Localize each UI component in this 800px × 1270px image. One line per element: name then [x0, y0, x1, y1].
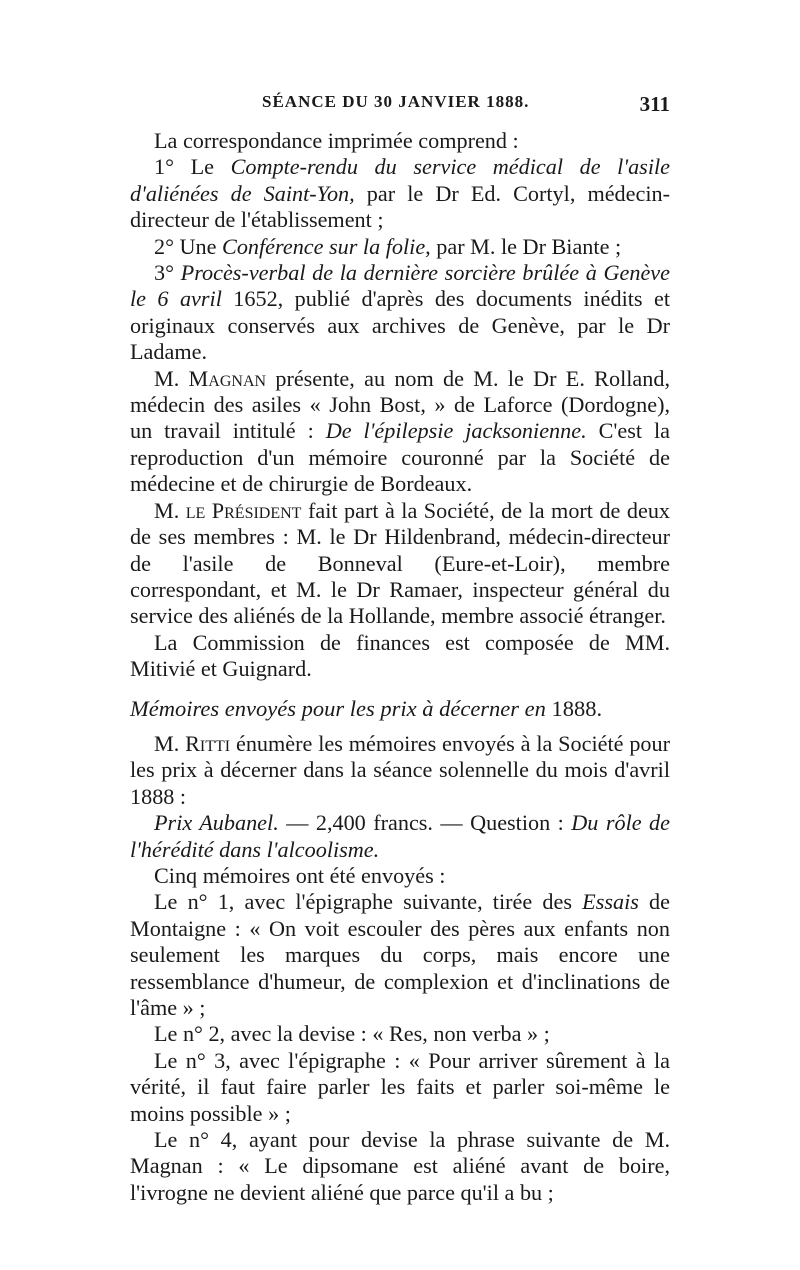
running-head: SÉANCE DU 30 JANVIER 1888.	[262, 92, 530, 111]
magnan-text-1: présente, au nom de M. le Dr E. Rolland, médecin des asiles « John Bost, » de Laforce (Dordogne), un travail intitulé :	[130, 365, 670, 444]
magnan-text-2: C'est la reproduction d'un mémoire couronné par la Société de médecine et de chirurgie de Bordeaux.	[130, 418, 670, 497]
president-name: M. le Président	[154, 497, 302, 523]
prize-question: Du rôle de l'hérédité dans l'alcoolisme.	[130, 810, 670, 862]
item-3-suffix: 1652, publié d'après des documents inédits et originaux conservés aux archives de Genève, par le Dr Ladame.	[130, 286, 670, 365]
paragraph-magnan	[130, 366, 670, 498]
memoir-1-suffix: de Montaigne : « On voit escouler des pères aux enfants non seulement les marques du corps, mais encore une ressemblance d'humeur, de complexion et d'inclinations de l'âme » ;	[130, 889, 670, 1020]
item-3-prefix: 3°	[154, 260, 181, 286]
magnan-work-title: De l'épilepsie jacksonienne.	[325, 418, 587, 444]
paragraph-memoir-3: Le n° 3, avec l'épigraphe : « Pour arriver sûrement à la vérité, il faut faire parler les faits et parler soi-même le moins possible » ;	[130, 1047, 670, 1126]
paragraph-memoir-4: Le n° 4, ayant pour devise la phrase suivante de M. Magnan : « Le dipsomane est aliéné avant de boire, l'ivrogne ne devient aliéné que parce qu'il a bu ;	[130, 1127, 670, 1205]
item-2-title: Conférence sur la folie,	[222, 233, 431, 259]
paragraph-ritti	[130, 731, 670, 810]
page-number: 311	[639, 92, 670, 116]
ritti-name: M. Ritti	[154, 730, 231, 756]
memoir-1-source: Essais	[582, 889, 639, 915]
item-1-prefix: 1° Le	[154, 154, 231, 180]
prize-text: — 2,400 francs. — Question :	[278, 810, 572, 836]
item-1-title: Compte-rendu du service médical de l'asile d'aliénées de Saint-Yon,	[130, 154, 670, 206]
prize-name: Prix Aubanel.	[154, 810, 279, 836]
item-2-prefix: 2° Une	[154, 233, 223, 259]
paragraph-item-2	[130, 234, 670, 260]
paragraph-item-3	[130, 260, 670, 366]
paragraph-memoir-1	[130, 889, 670, 1021]
section-title-year: 1888.	[545, 695, 603, 721]
body-text	[130, 128, 670, 1206]
paragraph-prix-aubanel	[130, 810, 670, 863]
paragraph-president	[130, 498, 670, 630]
item-2-suffix: par M. le Dr Biante ;	[430, 233, 622, 259]
paragraph-commission: La Commission de finances est composée de MM. Mitivié et Guignard.	[130, 629, 670, 682]
item-1-suffix: par le Dr Ed. Cortyl, médecin-directeur de l'établissement ;	[130, 180, 670, 233]
magnan-name: M. Magnan	[154, 365, 267, 391]
section-title	[130, 696, 670, 722]
paragraph-memoir-2: Le n° 2, avec la devise : « Res, non verba » ;	[154, 1021, 550, 1047]
memoir-1-prefix: Le n° 1, avec l'épigraphe suivante, tirée des	[154, 889, 583, 915]
president-text: fait part à la Société, de la mort de deux de ses membres : M. le Dr Hildenbrand, médecin-directeur de l'asile de Bonneval (Eure-et-Loir), membre correspondant, et M. le Dr Ramaer, inspecteur général du service des aliénés de la Hollande, membre associé étranger.	[130, 497, 671, 629]
section-title-text: Mémoires envoyés pour les prix à décerner en	[130, 695, 546, 721]
paragraph-item-1	[130, 154, 670, 233]
ritti-text: énumère les mémoires envoyés à la Société pour les prix à décerner dans la séance solennelle du mois d'avril 1888 :	[130, 730, 671, 809]
item-3-title: Procès-verbal de la dernière sorcière brûlée à Genève le 6 avril	[130, 260, 671, 312]
paragraph-five-memoirs: Cinq mémoires ont été envoyés :	[154, 862, 446, 888]
page-header	[130, 92, 670, 122]
paragraph-correspondence-intro: La correspondance imprimée comprend :	[154, 128, 519, 153]
